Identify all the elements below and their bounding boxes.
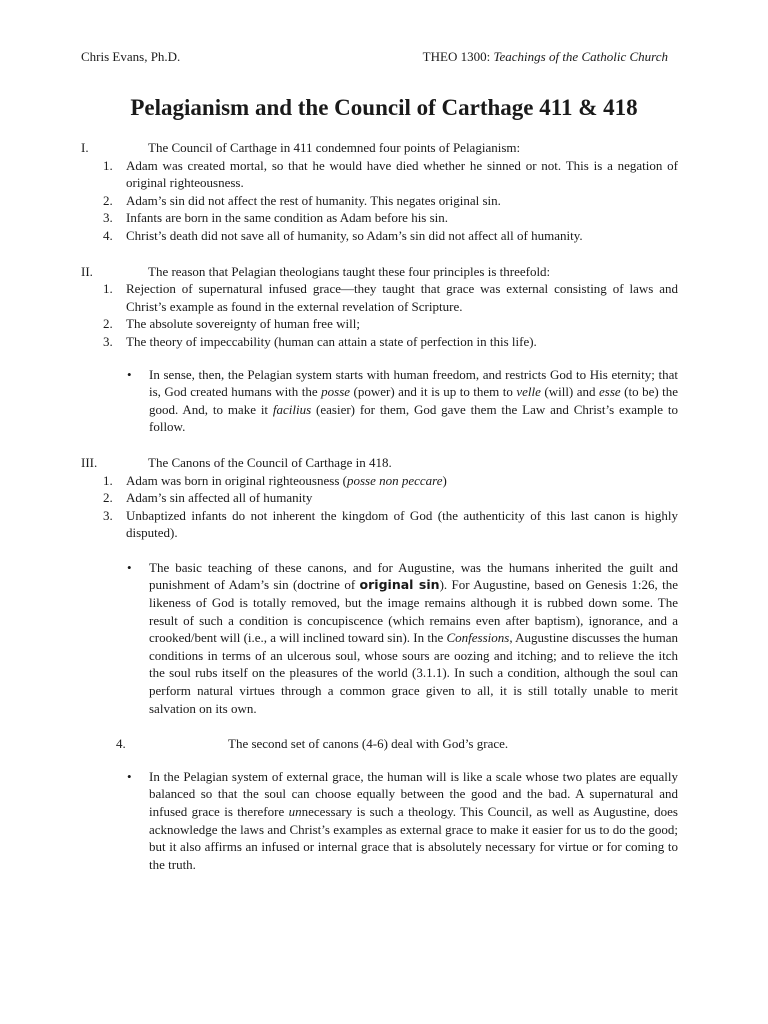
list-item: 1. Adam was created mortal, so that he would have died whether he sinned or not. This is a negation of original righteousness.	[103, 157, 678, 191]
list-item: 4. Christ’s death did not save all of humanity, so Adam’s sin did not affect all of humanity.	[103, 227, 583, 243]
bullet-icon: •	[127, 366, 132, 382]
list-item: 3. The theory of impeccability (human can attain a state of perfection in this life).	[103, 333, 537, 349]
list-item: 3. Unbaptized infants do not inherent the kingdom of God (the authenticity of this last canon is highly disputed).	[103, 507, 678, 541]
section-heading-text: The Council of Carthage in 411 condemned four points of Pelagianism:	[148, 140, 521, 155]
list-item: 2. Adam’s sin affected all of humanity	[103, 490, 313, 506]
section-heading	[81, 454, 678, 472]
bullet-icon: •	[127, 559, 132, 575]
list-item: 1. Rejection of supernatural infused grace—they taught that grace was external consisting of laws and Christ’s example as found in the external revelation of Scripture.	[103, 281, 678, 314]
page-header	[81, 48, 668, 66]
course-label	[423, 48, 668, 66]
document-body	[81, 139, 678, 873]
bullet-paragraph: • The basic teaching of these canons, and for Augustine, was the humans inherited the guilt and punishment of Adam’s sin (doctrine of original sin). For Augustine, based on Genesis 1:26, the likeness of God is totally removed, but the image remains although it is rubbed down some. The result of such a condition is concupiscence (which remains even after baptism), ignorance, and a crooked/bent will (i.e., a will inclined toward sin). In the Confessions, Augustine discusses the human conditions in terms of an ulcerous soul, whose sours are oozing and itching; and to relieve the itch the soul rubs itself on the pleasures of the world (3.1.1). In such a condition, although the soul can perform natural virtues through a common grace given to all, it is still totally unable to merit salvation on its own.	[127, 559, 678, 716]
list-item: 2. Adam’s sin did not affect the rest of humanity. This negates original sin.	[103, 192, 501, 208]
course-code: THEO 1300:	[422, 49, 494, 64]
section-numeral: III.	[81, 454, 98, 470]
bullet-paragraph: • In sense, then, the Pelagian system starts with human freedom, and restricts God to His eternity; that is, God created humans with the posse (power) and it is up to them to velle (will) and esse (to be) the good. And, to make it facilius (easier) for them, God gave them the Law and Christ’s example to follow.	[127, 366, 679, 435]
numbered-list	[81, 157, 678, 245]
section-heading	[81, 735, 678, 753]
section-numeral: I.	[81, 140, 89, 155]
section-heading	[81, 139, 678, 157]
list-item: 3. Infants are born in the same condition as Adam before his sin.	[103, 210, 449, 226]
author-name: Chris Evans, Ph.D.	[81, 49, 181, 64]
section-heading	[81, 263, 678, 281]
section-heading-text: The reason that Pelagian theologians taught these four principles is threefold:	[148, 263, 551, 279]
list-item: 1. Adam was born in original righteousness (posse non peccare)	[103, 472, 447, 488]
course-title: Teachings of the Catholic Church	[493, 49, 668, 64]
numbered-list	[81, 472, 678, 542]
bullet-icon: •	[127, 768, 132, 784]
list-item: 2. The absolute sovereignty of human free will;	[103, 316, 360, 332]
page-title: Pelagianism and the Council of Carthage 411 & 418	[130, 95, 638, 120]
section-numeral: II.	[81, 263, 93, 279]
section-heading-text: The Canons of the Council of Carthage in 418.	[148, 454, 392, 470]
bullet-paragraph: • In the Pelagian system of external grace, the human will is like a scale whose two plates are equally balanced so that the soul can choose equally between the good and the bad. A supernatural and infused grace is therefore unnecessary is such a theology. This Council, as well as Augustine, does acknowledge the laws and Christ’s examples as external grace to make it easier for us to do the good; but it also affirms an infused or internal grace that is absolutely necessary for virtue or for coming to the truth.	[127, 768, 678, 872]
numbered-list	[81, 280, 678, 350]
section-numeral: 4.	[116, 736, 126, 752]
section-heading-text: The second set of canons (4-6) deal with God’s grace.	[228, 736, 509, 752]
